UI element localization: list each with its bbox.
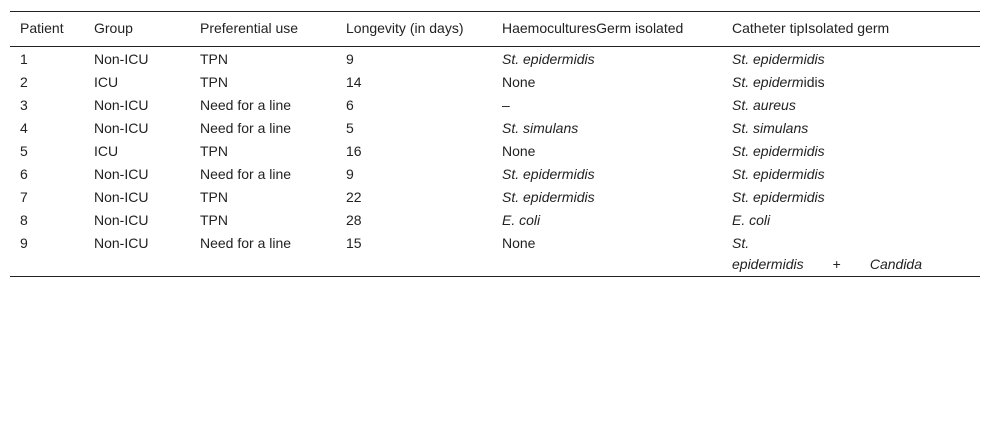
cell-use: TPN (200, 189, 228, 205)
cell-use: TPN (200, 74, 228, 90)
cell-tip-line-1: St. (732, 235, 750, 251)
table-row (10, 47, 980, 72)
cell-patient: 8 (20, 212, 28, 228)
cell-longevity: 9 (346, 166, 354, 182)
cell-longevity: 9 (346, 51, 354, 67)
cell-group: Non-ICU (94, 51, 149, 67)
cell-longevity: 14 (346, 74, 362, 90)
cell-tip (722, 232, 980, 277)
table-row (10, 232, 980, 277)
cell-group: Non-ICU (94, 97, 149, 113)
cell-longevity: 16 (346, 143, 362, 159)
cell-use: Need for a line (200, 166, 292, 182)
cell-use: TPN (200, 212, 228, 228)
cell-tip-germ-2: Candida (869, 256, 922, 272)
cell-longevity: 6 (346, 97, 354, 113)
cell-tip-roman-part: idis (803, 74, 825, 90)
cell-use: TPN (200, 51, 228, 67)
cell-use: Need for a line (200, 235, 292, 251)
cell-haemo: None (502, 143, 536, 159)
cell-longevity: 5 (346, 120, 354, 136)
cell-patient: 7 (20, 189, 28, 205)
cell-haemo: None (502, 235, 536, 251)
cell-tip: St. aureus (732, 97, 796, 113)
cell-longevity: 28 (346, 212, 362, 228)
cell-tip: St. epidermidis (732, 166, 825, 182)
table-row (10, 117, 980, 140)
header-group: Group (94, 20, 133, 36)
cell-haemo: – (502, 97, 510, 113)
germ-table-container (10, 11, 980, 277)
table-row (10, 186, 980, 209)
cell-patient: 1 (20, 51, 28, 67)
cell-patient: 4 (20, 120, 28, 136)
cell-haemo: St. epidermidis (502, 166, 595, 182)
table-row (10, 209, 980, 232)
cell-group: ICU (94, 74, 119, 90)
cell-tip: E. coli (732, 212, 771, 228)
cell-patient: 9 (20, 235, 28, 251)
cell-use: TPN (200, 143, 228, 159)
cell-use: Need for a line (200, 97, 292, 113)
header-preferential-use: Preferential use (200, 20, 299, 36)
cell-group: Non-ICU (94, 166, 149, 182)
germ-table (10, 11, 980, 277)
cell-patient: 6 (20, 166, 28, 182)
cell-haemo: St. simulans (502, 120, 579, 136)
cell-tip: St. epidermidis (732, 143, 825, 159)
cell-group: Non-ICU (94, 189, 149, 205)
cell-tip-line-2 (732, 254, 922, 275)
cell-tip: St. epidermidis (732, 189, 825, 205)
cell-tip-italic-part: St. epiderm (732, 74, 804, 90)
cell-group: Non-ICU (94, 235, 149, 251)
cell-longevity: 22 (346, 189, 362, 205)
cell-group: ICU (94, 143, 119, 159)
cell-tip-germ-1: epidermidis (732, 256, 804, 272)
table-header-row (10, 12, 980, 47)
cell-longevity: 15 (346, 235, 362, 251)
cell-haemo: St. epidermidis (502, 51, 595, 67)
cell-group: Non-ICU (94, 212, 149, 228)
table-row (10, 94, 980, 117)
header-catheter-tip: Catheter tipIsolated germ (732, 20, 890, 36)
cell-haemo: St. epidermidis (502, 189, 595, 205)
cell-haemo: E. coli (502, 212, 541, 228)
cell-patient: 2 (20, 74, 28, 90)
cell-group: Non-ICU (94, 120, 149, 136)
cell-tip-plus: + (832, 256, 841, 272)
header-haemocultures: HaemoculturesGerm isolated (502, 20, 684, 36)
cell-patient: 5 (20, 143, 28, 159)
table-row (10, 71, 980, 94)
header-longevity: Longevity (in days) (346, 20, 464, 36)
cell-haemo: None (502, 74, 536, 90)
table-row (10, 163, 980, 186)
cell-use: Need for a line (200, 120, 292, 136)
cell-tip: St. simulans (732, 120, 809, 136)
table-row (10, 140, 980, 163)
cell-patient: 3 (20, 97, 28, 113)
cell-tip (722, 71, 980, 94)
cell-tip: St. epidermidis (732, 51, 825, 67)
header-patient: Patient (20, 20, 64, 36)
